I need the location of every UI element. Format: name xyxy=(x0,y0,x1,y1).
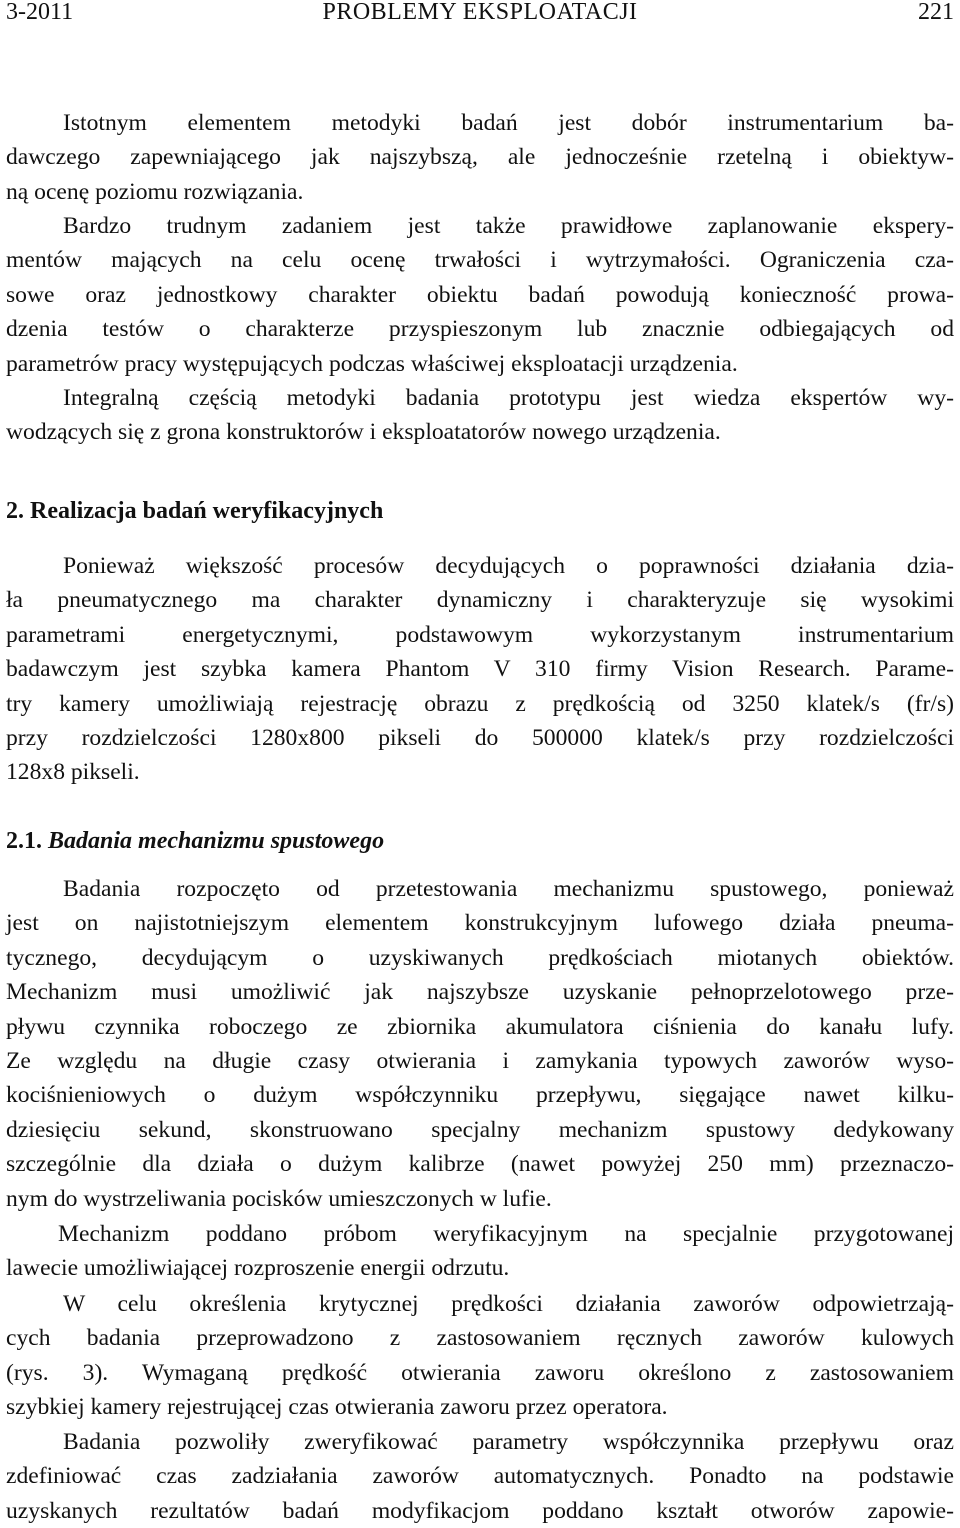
paragraph xyxy=(6,209,954,381)
journal-title: PROBLEMY EKSPLOATACJI xyxy=(322,0,638,25)
text-line: 128x8 pikseli. xyxy=(6,759,140,786)
text-line: kociśnieniowych o dużym współczynniku przepływu, sięgające nawet kilku- xyxy=(6,1082,954,1109)
text-line: Integralną częścią metodyki badania prototypu jest wiedza ekspertów wy- xyxy=(63,385,954,411)
text-line: (rys. 3). Wymaganą prędkość otwierania zaworu określono z zastosowaniem xyxy=(6,1359,954,1386)
section-2-1-paragraph-4 xyxy=(6,1425,954,1528)
text-line: parametrów pracy występujących podczas właściwej eksploatacji urządzenia. xyxy=(6,350,738,377)
intro-paragraph-1 xyxy=(6,106,954,209)
text-line: Badania pozwoliły zweryfikować parametry współczynnika przepływu oraz xyxy=(63,1429,954,1455)
text-line: Mechanizm musi umożliwić jak najszybsze uzyskanie pełnoprzelotowego prze- xyxy=(6,979,954,1006)
paragraph xyxy=(6,1287,954,1425)
text-line: pływu czynnika roboczego ze zbiornika akumulatora ciśnienia do kanału lufy. xyxy=(6,1013,954,1040)
paragraph xyxy=(6,872,954,1216)
page-number: 221 xyxy=(918,0,954,25)
text-line: Badania rozpoczęto od przetestowania mechanizmu spustowego, ponieważ xyxy=(63,876,954,902)
text-line: ła pneumatycznego ma charakter dynamiczny i charakteryzuje się wysokimi xyxy=(6,587,954,614)
text-line: szczególnie dla działa o dużym kalibrze (nawet powyżej 250 mm) przeznaczo- xyxy=(6,1151,954,1178)
text-line: W celu określenia krytycznej prędkości działania zaworów odpowietrzają- xyxy=(63,1291,954,1317)
text-line: sowe oraz jednostkowy charakter obiektu badań powodują konieczność prowa- xyxy=(6,281,954,308)
text-line: jest on najistotniejszym elementem konstrukcyjnym lufowego działa pneuma- xyxy=(6,910,954,937)
paragraph xyxy=(6,381,954,450)
intro-paragraph-3 xyxy=(6,381,954,450)
paragraph xyxy=(6,106,954,209)
paragraph xyxy=(6,1217,954,1286)
text-line: dziesięciu sekund, skonstruowano specjalny mechanizm spustowy dedykowany xyxy=(6,1116,954,1143)
intro-paragraph-2 xyxy=(6,209,954,381)
text-line: przy rozdzielczości 1280x800 pikseli do 500000 klatek/s przy rozdzielczości xyxy=(6,725,954,752)
text-line: dawczego zapewniającego jak najszybszą, ale jednocześnie rzetelną i obiektyw- xyxy=(6,144,954,171)
section-2-1-paragraph-1 xyxy=(6,872,954,1216)
text-line: tycznego, decydującym o uzyskiwanych prędkościach miotanych obiektów. xyxy=(6,944,954,971)
text-line: wodzących się z grona konstruktorów i eksploatatorów nowego urządzenia. xyxy=(6,419,721,446)
section-heading: 2. Realizacja badań weryfikacyjnych xyxy=(6,498,384,524)
text-line: Bardzo trudnym zadaniem jest także prawidłowe zaplanowanie ekspery- xyxy=(63,213,954,239)
text-line: mentów mających na celu ocenę trwałości i wytrzymałości. Ograniczenia cza- xyxy=(6,247,954,274)
section-2-paragraph xyxy=(6,549,954,790)
subsection-heading xyxy=(6,824,954,858)
text-line: uzyskanych rezultatów badań modyfikacjom poddano kształt otworów zapowie- xyxy=(6,1497,954,1524)
text-line: ną ocenę poziomu rozwiązania. xyxy=(6,178,304,205)
text-line: Mechanizm poddano próbom weryfikacyjnym na specjalnie przygotowanej xyxy=(58,1221,954,1247)
subsection-title: Badania mechanizmu spustowego xyxy=(48,828,385,854)
paragraph xyxy=(6,1425,954,1528)
text-line: Istotnym elementem metodyki badań jest dobór instrumentarium ba- xyxy=(63,110,954,136)
text-line: badawczym jest szybka kamera Phantom V 310 firmy Vision Research. Parame- xyxy=(6,656,954,683)
section-2-heading-block xyxy=(6,494,954,528)
text-line: Ponieważ większość procesów decydujących o poprawności działania dzia- xyxy=(63,553,954,579)
text-line: nym do wystrzeliwania pocisków umieszczonych w lufie. xyxy=(6,1185,552,1212)
paragraph xyxy=(6,549,954,790)
text-line: Ze względu na długie czasy otwierania i zamykania typowych zaworów wyso- xyxy=(6,1048,954,1075)
section-2-1-heading-block xyxy=(6,824,954,858)
page xyxy=(6,0,954,1524)
section-2-1-paragraph-2 xyxy=(6,1217,954,1286)
running-header xyxy=(6,0,954,34)
text-line: szybkiej kamery rejestrującej czas otwierania zaworu przez operatora. xyxy=(6,1394,668,1421)
text-line: zdefiniować czas zadziałania zaworów automatycznych. Ponadto na podstawie xyxy=(6,1463,954,1490)
text-line: lawecie umożliwiającej rozproszenie energii odrzutu. xyxy=(6,1255,510,1282)
text-line: dzenia testów o charakterze przyspieszonym lub znacznie odbiegających od xyxy=(6,316,954,343)
text-line: try kamery umożliwiają rejestrację obrazu z prędkością od 3250 klatek/s (fr/s) xyxy=(6,690,954,717)
section-2-1-paragraph-3 xyxy=(6,1287,954,1425)
text-line: parametrami energetycznymi, podstawowym wykorzystanym instrumentarium xyxy=(6,621,954,648)
subsection-number: 2.1. xyxy=(6,828,42,854)
issue-number: 3-2011 xyxy=(6,0,74,25)
text-line: cych badania przeprowadzono z zastosowaniem ręcznych zaworów kulowych xyxy=(6,1325,954,1352)
